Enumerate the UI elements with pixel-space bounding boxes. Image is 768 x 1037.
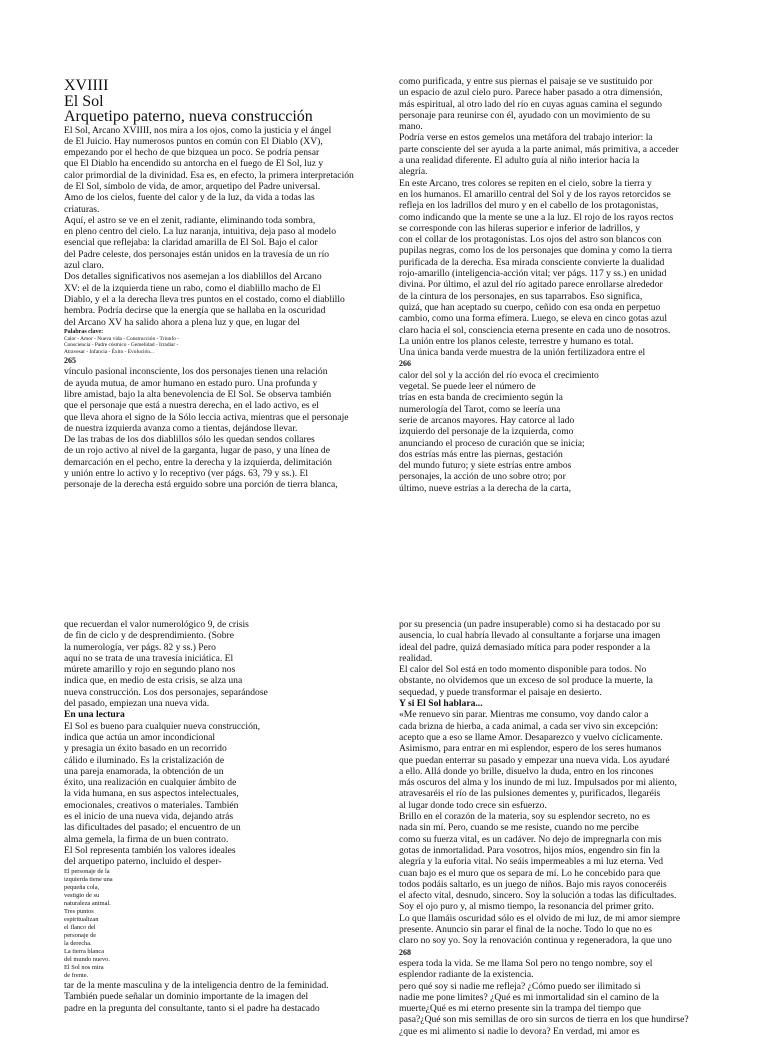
text-line: atravesaréis el río de las pulsiones dementes y, purificados, llegaréis xyxy=(399,788,661,800)
text-line: con el collar de los protagonistas. Los ojos del astro son blancos con xyxy=(399,234,662,246)
text-line: como indicando que la mente se une a la luz. El rojo de los rayos rectos xyxy=(399,211,674,223)
text-line: naturaleza animal. xyxy=(64,899,111,907)
text-line: En este Arcano, tres colores se repiten en el cielo, sobre la tierra y xyxy=(399,177,652,189)
text-line: divina. Por último, el azul del río agitado parece enrollarse alrededor xyxy=(399,279,663,291)
text-line: parte consciente del ser ayuda a la parte animal, más primitiva, a acceder xyxy=(399,143,679,155)
page1-right-body1 xyxy=(399,76,679,358)
text-line: muerte¿Qué es mi eterno presente sin la trampa del tiempo que xyxy=(399,1003,641,1015)
subheading-en-una-lectura: En una lectura xyxy=(64,709,125,721)
text-line: Tres puntos xyxy=(64,907,94,915)
keywords-list xyxy=(64,336,354,355)
text-line: un espacio de azul cielo puro. Parece haber pasado a otra dimensión, xyxy=(399,87,663,99)
text-line: claro hacia el sol, consciencia eterna presente en cada uno de nosotros. xyxy=(399,324,671,336)
text-line: gotas de inmortalidad. Para vosotros, hijos míos, engendro sin fin la xyxy=(399,844,660,856)
text-line: Asimismo, para entrar en mi esplendor, espero de los seres humanos xyxy=(399,743,662,755)
text-line: alegría y la euforia vital. No seáis impermeables a mi luz eterna. Ved xyxy=(399,856,664,868)
text-line: a una realidad diferente. El adulto guía al niño interior hacia la xyxy=(399,155,640,167)
text-line: y unión entre lo activo y lo receptivo (ver págs. 63, 79 y ss.). El xyxy=(64,468,309,480)
text-line: personaje de xyxy=(64,931,97,939)
text-line: rojo-amarillo (inteligencia-acción vital; ver págs. 117 y ss.) en unidad xyxy=(399,268,667,280)
text-line: obstante, no olvidemos que un exceso de sol produce la muerte, la xyxy=(399,675,653,687)
text-line: El Sol nos mira xyxy=(64,964,104,972)
text-line: Diablo, y el a la derecha lleva tres puntos en el costado, como el diablillo xyxy=(64,293,345,305)
text-line: éxito, una realización en cualquier ámbito de xyxy=(64,777,237,789)
text-line: azul claro. xyxy=(64,260,104,272)
text-line: empezando por el hecho de que bizquea un poco. Se podría pensar xyxy=(64,147,320,159)
text-line: anunciando el proceso de curación que se inicia; xyxy=(399,437,585,449)
text-line: todos podáis saltarlo, es un juego de niños. Bajo mis rayos conoceréis xyxy=(399,878,667,890)
text-line: pequeña cola, xyxy=(64,883,100,891)
text-line: ausencia, lo cual habría llevado al consultante a forjarse una imagen xyxy=(399,630,661,642)
text-line: De las trabas de los dos diablillos sólo les quedan sendos collares xyxy=(64,434,315,446)
text-line: nadie me pone límites? ¿Qué es mi inmortalidad sin el camino de la xyxy=(399,991,660,1003)
text-line: El calor del Sol está en todo momento disponible para todos. No xyxy=(399,664,647,676)
text-line: la derecha. xyxy=(64,939,92,947)
text-line: claro no soy yo. Soy la renovación continua y regeneradora, la que uno xyxy=(399,935,672,947)
text-line: se corresponde con las hileras superior e inferior de ladrillos, y xyxy=(399,222,641,234)
text-line: ¿que es mi alimento si nadie lo devora? En verdad, mi amor es xyxy=(399,1025,640,1037)
text-line: refleja en los ladrillos del muro y en el cabello de los protagonistas, xyxy=(399,200,659,212)
text-line: calor primordial de la divinidad. Esa es, en efecto, la primera interpretación xyxy=(64,169,354,181)
text-line: mano. xyxy=(399,121,423,133)
text-line: XV: el de la izquierda tiene un rabo, como el diablillo macho de El xyxy=(64,282,321,294)
text-line: último, nueve estrías a la derecha de la carta, xyxy=(399,482,572,494)
text-line: dos estrías más entre las piernas, gestación xyxy=(399,448,563,460)
text-line: de fin de ciclo y de desprendimiento. (Sobre xyxy=(64,630,234,642)
image-caption xyxy=(64,868,329,981)
text-line: que lleva ahora el signo de la Sólo leccia activa, mientras que el personaje xyxy=(64,411,349,423)
text-line: demarcación en el pecho, entre la derecha y la izquierda, delimitación xyxy=(64,456,332,468)
text-line: personaje para reunirse con él, ayudado con un movimiento de su xyxy=(399,109,651,121)
page-number-265: 265 xyxy=(64,356,76,366)
text-line: cálido e iluminado. Es la cristalización de xyxy=(64,754,225,766)
text-line: como su fuerza vital, es un cadáver. No dejo de impregnarla con mis xyxy=(399,833,662,845)
text-line: cada brizna de hierba, a cada animal, a cada ser vivo sin excepción: xyxy=(399,720,658,732)
text-line: del mundo nuevo. xyxy=(64,956,110,964)
text-line: hembra. Podría decirse que la energía que se hallaba en la oscuridad xyxy=(64,305,326,317)
text-line: personaje de la derecha está erguido sobre una porción de tierra blanca, xyxy=(64,479,338,491)
subheading-si-el-sol-hablara: Y si El Sol hablara... xyxy=(399,698,483,710)
text-line: También puede señalar un dominio importante de la imagen del xyxy=(64,991,309,1003)
page1-left-body1 xyxy=(64,125,354,328)
text-line: aquí no se trata de una travesía iniciática. El xyxy=(64,652,234,664)
text-line: de El Sol, símbolo de vida, de amor, arquetipo del Padre universal. xyxy=(64,180,321,192)
page2-right-body1 xyxy=(399,619,689,698)
text-line: de ayuda mutua, de amor humano en estado puro. Una profunda y xyxy=(64,377,318,389)
text-line: que el personaje que está a nuestra derecha, en el lado activo, es el xyxy=(64,400,319,412)
text-line: quizá, que han aceptado su cuerpo, ceñido con esa onda en perpetuo xyxy=(399,301,661,313)
text-line: realidad. xyxy=(399,652,433,664)
text-line: como purificada, y entre sus piernas el paisaje se ve sustituido por xyxy=(399,76,653,87)
text-line: Brillo en el corazón de la materia, soy su esplendor secreto, no es xyxy=(399,811,650,823)
text-line: pupilas negras, como los de los personajes que domina y como la tierra xyxy=(399,245,673,257)
page1-right-body2 xyxy=(399,370,679,494)
text-line: del pasado, empiezan una nueva vida. xyxy=(64,698,210,710)
text-line: cuan bajo es el muro que os separa de mí. Lo he concebido para que xyxy=(399,867,661,879)
text-line: es el inicio de una nueva vida, dejando atrás xyxy=(64,811,234,823)
page2-right-body3 xyxy=(399,958,689,1037)
text-line: del Arcano XV ha salido ahora a plena luz y que, en lugar del xyxy=(64,316,300,328)
page2-right-body2 xyxy=(399,709,689,946)
page-number-268: 268 xyxy=(399,947,411,957)
text-line: Consciencia - Padre cósmico - Gemelidad - Irradiar - xyxy=(64,342,179,349)
text-line: al lugar donde todo crece sin esfuerzo. xyxy=(399,799,547,811)
text-line: Aquí, el astro se ve en el zenit, radiante, eliminando toda sombra, xyxy=(64,214,316,226)
text-line: criaturas. xyxy=(64,203,100,215)
text-line: ideal del padre, quizá demasiado mítica para poder responder a la xyxy=(399,641,651,653)
text-line: alma gemela, la firma de un buen contrato. xyxy=(64,833,229,845)
text-line: Calor - Amor - Nueva vida - Construcción - Triunfo - xyxy=(64,335,179,342)
page2-left-body2 xyxy=(64,721,329,868)
text-line: que El Diablo ha encendido su antorcha en el fuego de El Sol, luz y xyxy=(64,158,324,170)
text-line: el afecto vital, desnudo, sincero. Soy la solución a todas las dificultades. xyxy=(399,890,677,902)
text-line: cambio, como una forma efímera. Luego, se eleva en cinco gotas azul xyxy=(399,313,667,325)
text-line: las dificultades del pasado; el encuentro de un xyxy=(64,822,241,834)
text-line: indica que, en medio de esta crisis, se alza una xyxy=(64,675,243,687)
text-line: izquierda tiene una xyxy=(64,875,113,883)
page2-left-column xyxy=(64,619,329,1014)
text-line: espera toda la vida. Se me llama Sol pero no tengo nombre, soy el xyxy=(399,957,653,969)
text-line: La unión entre los planos celeste, terrestre y humano es total. xyxy=(399,335,634,347)
text-line: la vida humana, en sus aspectos intelectuales, xyxy=(64,788,239,800)
text-line: El Sol es bueno para cualquier nueva construcción, xyxy=(64,720,261,732)
text-line: del Padre celeste, dos personajes están unidos en la travesía de un río xyxy=(64,248,330,260)
text-line: de frente. xyxy=(64,972,89,980)
text-line: La tierra blanca xyxy=(64,948,105,955)
text-line: Lo que llamáis oscuridad sólo es el olvido de mi luz, de mi amor siempre xyxy=(399,912,681,924)
text-line: indica que actúa un amor incondicional xyxy=(64,731,216,743)
text-line: Dos detalles significativos nos asemejan a los diablillos del Arcano xyxy=(64,271,322,283)
page-number-266: 266 xyxy=(399,359,411,369)
text-line: alegría. xyxy=(399,166,428,178)
text-line: nada sin mí. Pero, cuando se me resiste, cuando no me percibe xyxy=(399,822,639,834)
text-line: esencial que reflejaba: la claridad amarilla de El Sol. Bajo el calor xyxy=(64,237,318,249)
text-line: vestigio de su xyxy=(64,891,100,899)
arcana-name-heading: El Sol xyxy=(64,92,104,110)
text-line: pasa?¿Qué son mis semillas de oro sin surcos de tierra en los que hundirse? xyxy=(399,1014,689,1026)
arcana-number-heading: XVIIII xyxy=(64,77,109,94)
text-line: El Sol, Arcano XVIIII, nos mira a los ojos, como la justicia y el ángel xyxy=(64,124,332,136)
text-line: el flanco del xyxy=(64,923,96,931)
text-line: múrete amarillo y rojo en segundo plano nos xyxy=(64,664,236,676)
text-line: esplendor radiante de la existencia. xyxy=(399,969,534,981)
text-line: serie de arcanos mayores. Hay catorce al lado xyxy=(399,414,575,426)
text-line: Una única banda verde muestra de la unión fertilizadora entre el xyxy=(399,347,646,359)
text-line: en pleno centro del cielo. La luz naranja, intuitiva, deja paso al modelo xyxy=(64,226,336,238)
text-line: purificada de la derecha. Esa mirada consciente convierte la dualidad xyxy=(399,256,665,268)
text-line: espiritualizan xyxy=(64,915,99,923)
text-line: presente. Anuncio sin parar el final de la noche. Todo lo que no es xyxy=(399,924,653,936)
text-line: Soy el ojo puro y, al mismo tiempo, la resonancia del primer grito. xyxy=(399,901,654,913)
text-line: más espiritual, al otro lado del río en cuyas aguas camina el segundo xyxy=(399,98,662,110)
text-line: por su presencia (un padre insuperable) como si ha destacado por su xyxy=(399,619,661,630)
keywords-title: Palabras clave: xyxy=(64,328,104,335)
text-line: vínculo pasional inconsciente, los dos personajes tienen una relación xyxy=(64,366,328,378)
text-line: El personaje de la xyxy=(64,867,110,875)
text-line: calor del sol y la acción del río evoca el crecimiento xyxy=(399,369,599,381)
text-line: vegetal. Se puede leer el número de xyxy=(399,381,536,393)
text-line: a ello. Allá donde yo brille, disuelvo la duda, entro en los rincones xyxy=(399,765,654,777)
text-line: más oscuros del alma y los inundo de mi luz. Impulsados por mi aliento, xyxy=(399,777,677,789)
text-line: emocionales, creativos o materiales. También xyxy=(64,799,239,811)
text-line: que puedan enterrar su pasado y empezar una nueva vida. Los ayudaré xyxy=(399,754,670,766)
text-line: acepto que a eso se llame Amor. Desaparezco y vuelvo cíclicamente. xyxy=(399,731,663,743)
text-line: del mundo futuro; y siete estrías entre ambos xyxy=(399,460,572,472)
text-line: de un rojo activo al nivel de la garganta, lugar de paso, y una línea de xyxy=(64,445,330,457)
page1-right-column xyxy=(399,76,679,494)
text-line: Podría verse en estos gemelos una metáfora del trabajo interior: la xyxy=(399,132,653,144)
text-line: tar de la mente masculina y de la inteligencia dentro de la feminidad. xyxy=(64,980,329,992)
page1-left-body2 xyxy=(64,366,354,490)
text-line: numerología del Tarot, como se leería una xyxy=(399,403,561,415)
text-line: libre amistad, bajo la alta benevolencia de El Sol. Se observa también xyxy=(64,388,332,400)
text-line: Amo de los cielos, fuente del calor y de la luz, da vida a todas las xyxy=(64,192,315,204)
text-line: nueva construcción. Los dos personajes, separándose xyxy=(64,686,268,698)
text-line: izquierdo del personaje de la izquierda, como xyxy=(399,426,574,438)
text-line: del arquetipo paterno, incluido el desper- xyxy=(64,856,222,868)
chapter-subtitle-heading: Arquetipo paterno, nueva construcción xyxy=(64,108,313,125)
text-line: una pareja enamorada, la obtención de un xyxy=(64,765,224,777)
text-line: de El Juicio. Hay numerosos puntos en común con El Diablo (XV), xyxy=(64,135,323,147)
text-line: de nuestra izquierda avanza como a tientas, dejándose llevar. xyxy=(64,422,298,434)
text-line: padre en la pregunta del consultante, tanto si el padre ha destacado xyxy=(64,1002,320,1014)
text-line: personajes, la acción de uno sobre otro; por xyxy=(399,471,566,483)
text-line: de la cintura de los personajes, en sus taparrabos. Eso significa, xyxy=(399,290,643,302)
text-line: en los humanos. El amarillo central del Sol y de los rayos retorcidos se xyxy=(399,188,671,200)
text-line: trías en esta banda de crecimiento según la xyxy=(399,392,563,404)
page2-right-column xyxy=(399,619,689,1037)
page2-left-body3 xyxy=(64,980,329,1014)
page2-left-body1 xyxy=(64,619,329,709)
text-line: que recuerdan el valor numerológico 9, de crisis xyxy=(64,619,249,630)
text-line: y presagia un éxito basado en un recorrido xyxy=(64,743,227,755)
text-line: la numerología, ver págs. 82 y ss.) Pero xyxy=(64,641,216,653)
text-line: sequedad, y puede transformar el paisaje en desierto. xyxy=(399,686,602,698)
text-line: pero qué soy si nadie me refleja? ¿Cómo puedo ser ilimitado si xyxy=(399,980,641,992)
text-line: El Sol representa también los valores ideales xyxy=(64,844,236,856)
page1-left-column xyxy=(64,78,354,491)
text-line: Atravesar - Infancia - Éxito - Evolución... xyxy=(64,348,154,355)
text-line: «Me renuevo sin parar. Mientras me consumo, voy dando calor a xyxy=(399,709,649,721)
